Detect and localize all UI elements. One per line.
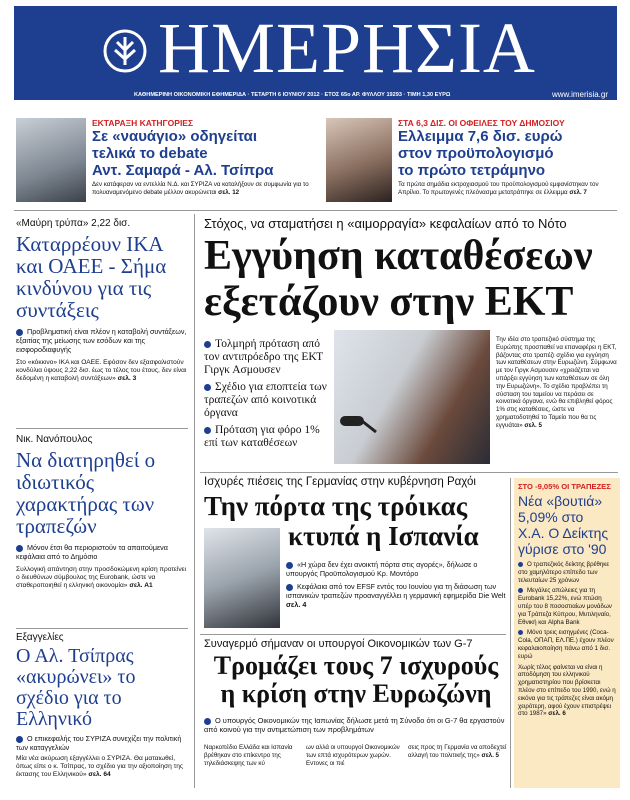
bullet-icon: [518, 630, 523, 635]
g7-kicker: Συναγερμό σήμαναν οι υπουργοί Οικονομικών των G-7: [204, 638, 473, 650]
top-right-headline-3: το πρώτο τετράμηνο: [398, 162, 546, 179]
g7-body-col-3: [408, 744, 508, 760]
markets-bullet-2: Μεγάλες απώλειες για τη Eurobank 15,22%, ενώ πτώση υπέρ του 8 ποσοστιαίων μονάδων για Τράπεζα Κύπρου, Μυτιληναίο, Εθνική και Alpha Bank: [518, 587, 612, 626]
logo-emblem: [102, 28, 148, 74]
top-right-headline-1: Ελλειμμα 7,6 δισ. ευρώ: [398, 128, 563, 145]
top-right-kicker: ΣΤΑ 6,3 ΔΙΣ. ΟΙ ΟΦΕΙΛΕΣ ΤΟΥ ΔΗΜΟΣΙΟΥ: [398, 118, 565, 128]
bullet-icon: [204, 384, 211, 391]
markets-body: Χωρίς τέλος φαίνεται να είναι η αποδόμηση του ελληνικού χρηματιστηρίου που βρίσκεται πλέον στο επίπεδο του 1990, ενώ η εικόνα για τις τράπεζες είναι ακόμη χειρότερη, αφού έχουν επιστρέψει στο 1987»: [518, 663, 616, 718]
g7-body-col-2: ων αλλά οι υπουργοί Οικονομικών των επτά ισχυρότερων χωρών. Εντονες οι πιέ: [306, 744, 400, 767]
bullet-icon: [286, 584, 293, 591]
left-story-1-ref[interactable]: σελ. 3: [117, 375, 137, 383]
photo-asmussen: [334, 330, 490, 464]
bullet-icon: [204, 341, 211, 348]
left-story-3-bullet: Ο επικεφαλής του ΣΥΡΙΖΑ συνεχίζει την πολιτική των καταγγελιών: [16, 734, 182, 752]
markets-kicker: ΣΤΟ -9,05% ΟΙ ΤΡΑΠΕΖΕΣ: [518, 482, 611, 491]
g7-headline-1: Τρομάζει τους 7 ισχυρούς: [213, 651, 499, 680]
top-right-ref[interactable]: σελ. 7: [569, 188, 587, 196]
markets-bullet-1: Ο τραπεζικός δείκτης βρέθηκε στο χαμηλότερο επίπεδο των τελευταίων 25 χρόνων: [518, 561, 610, 584]
top-left-body: Δεν κατάφεραν να εντελλία Ν.Δ. και ΣΥΡΙΖΑ να καταλήξουν σε συμφωνία για το πολυαναμενόμενο debate μέλλον ακυρώνεται: [92, 181, 309, 196]
markets-headline-4: γύρισε στο '90: [518, 541, 607, 557]
top-right-headline-2: στον προϋπολογισμό: [398, 145, 554, 162]
photo-samaras-tsipras: [16, 118, 86, 202]
divider-horizontal-top: [14, 210, 617, 211]
top-left-kicker: ΕΚΤΑΡΑΞΗ ΚΑΤΗΓΟΡΙΕΣ: [92, 118, 194, 128]
left-story-3-body: Μία νέα ακύρωση εξαγγέλλει ο ΣΥΡΙΖΑ. Θα ματαιωθεί, όπως είπε ο κ. Τσίπρας, το σχέδιο για την αξιοποίηση της έκτασης του Ελληνικού»: [16, 755, 184, 779]
left-story-3-kicker: Εξαγγελίες: [16, 632, 64, 643]
spain-bullets: [286, 560, 506, 609]
spain-bullet-2: Κεφάλαια από τον EFSF εντός του Ιουνίου για τη διάσωση των ισπανικών τραπεζών προαναγγέλλει η γερμανική εφημερίδα Die Welt: [286, 582, 506, 600]
bullet-icon: [518, 588, 523, 593]
lead-headline-1: Εγγύηση καταθέσεων: [204, 233, 593, 279]
markets-headline-2: 5,09% στο: [518, 509, 584, 525]
lead-ref[interactable]: σελ. 5: [524, 421, 542, 429]
bullet-icon: [204, 718, 211, 725]
top-right-body: Τα πρώτα σημάδια εκτροχιασμού του προϋπολογισμού εμφανίστηκαν τον Απρίλιο. Το πρωτογενές πλεόνασμα μετατράπηκε σε έλλειμμα: [398, 181, 599, 196]
divider-vertical-right: [510, 478, 511, 788]
masthead: [14, 6, 617, 100]
lead-headline-2: εξετάζουν στην ΕΚΤ: [204, 279, 574, 325]
lead-side: [496, 336, 618, 430]
bullet-icon: [16, 545, 23, 552]
top-left-ref[interactable]: σελ. 12: [218, 188, 240, 196]
masthead-subtitle: ΚΑΘΗΜΕΡΙΝΗ ΟΙΚΟΝΟΜΙΚΗ ΕΦΗΜΕΡΙΔΑ · ΤΕΤΑΡΤΗ 6 ΙΟΥΝΙΟΥ 2012 · ΕΤΟΣ 65ο ΑΡ. ΦΥΛΛΟΥ 19293 · ΤΙΜΗ 1,30 ΕΥΡΩ: [134, 92, 451, 98]
bullet-icon: [16, 736, 23, 743]
left-story-2-ref[interactable]: σελ. A1: [129, 582, 153, 590]
bullet-icon: [16, 329, 23, 336]
top-right-teaser: [398, 118, 618, 196]
microphone-icon: [338, 408, 378, 438]
lead-bullets: [204, 338, 328, 450]
left-story-1-body: Στο «κόκκινο» ΙΚΑ και ΟΑΕΕ. Εφόσον δεν εξασφαλιστούν κονδύλια ύψους 2,22 δισ. έως το τέλος του έτους, δεν είναι δεδομένη η καταβολή συντάξεων»: [16, 359, 187, 383]
lead-bullet-1: Τολμηρή πρόταση από τον αντιπρόεδρο της ΕΚΤ Γιργκ Ασμουσεν: [204, 338, 323, 376]
left-story-1-bullet: Προβληματική είναι πλέον η καταβολή συντάξεων, εξαιτίας της μείωσης των εσόδων και της εισφοροδιαφυγής: [16, 327, 187, 354]
g7-bullet-text: Ο υπουργός Οικονομικών της Ιαπωνίας δήλωσε μετά τη Σύνοδο ότι οι G-7 θα εργαστούν από κοινού για την αντιμετώπιση των προβλημάτων: [204, 716, 505, 734]
g7-body-3: σεις προς τη Γερμανία να αποδεχτεί αλλαγή του πολιτικής της»: [408, 744, 507, 759]
lead-side-body: Την ιδέα στο τραπεζικό σύστημα της Ευρώπης προσπαθεί να επαναφέρει η ΕΚΤ, βάζοντας στο τραπέζι σχέδιο για εγγύηση των καταθέσεων στην Ευρωζώνη. Σύμφωνα με τον Γιργκ Ασμουσεν «χρειάζεται να υπάρξει εγγύηση των καταθέσεων σε όλη την Ευρωζώνη». Το σχέδιο προβλέπει τη σύσταση του ταμείου να περάσει σε κοινοτικά όργανα, ενώ θα επιβληθεί φόρος 1% στις καταθέσεις, ώστε να χρηματοδοτηθεί το Ταμείο που θα τις εγγυάται»: [496, 336, 617, 429]
masthead-title: ΗΜΕΡΗΣΙΑ: [158, 8, 536, 88]
divider-left-1: [16, 428, 188, 429]
spain-kicker: Ισχυρές πιέσεις της Γερμανίας στην κυβέρνηση Ραχόι: [204, 476, 476, 488]
top-left-headline-1: Σε «ναυάγιο» οδηγείται: [92, 128, 258, 145]
g7-bullet: [204, 716, 508, 734]
divider-lead: [200, 472, 618, 473]
left-story-2-headline: Να διατηρηθεί ο ιδιωτικός χαρακτήρας των τραπεζών: [16, 448, 156, 538]
left-story-1-kicker: «Μαύρη τρύπα» 2,22 δισ.: [16, 218, 131, 229]
g7-body-col-1: Ναρκοπέδιο Ελλάδα και Ισπανία βρέθηκαν στο επίκεντρο της τηλεδιάσκεψης των κύ: [204, 744, 293, 767]
markets-headline-1: Νέα «βουτιά»: [518, 493, 603, 509]
left-story-1-headline: Καταρρέουν ΙΚΑ και ΟΑΕΕ - Σήμα κινδύνου για τις συντάξεις: [16, 232, 167, 322]
divider-left-2: [16, 628, 188, 629]
left-story-3: [16, 632, 188, 780]
lead-bullet-3: Πρόταση για φόρο 1% επί των καταθέσεων: [204, 424, 320, 449]
top-left-teaser: [92, 118, 322, 196]
masthead-url[interactable]: www.imerisia.gr: [552, 90, 609, 99]
lead-bullet-2: Σχέδιο για εποπτεία των τραπεζών από κοινοτικά όργανα: [204, 381, 327, 419]
lead-kicker: Στόχος, να σταματήσει η «αιμορραγία» κεφαλαίων από το Νότο: [204, 216, 567, 231]
divider-spain: [200, 634, 506, 635]
photo-rajoy: [204, 528, 280, 628]
spain-headline-1: Την πόρτα της τρόικας: [204, 491, 468, 521]
left-story-1: [16, 218, 188, 384]
markets-bullet-3: Μόνο τρεις εισηγμένες (Coca-Cola, ΟΠΑΠ, ΕΛ.ΠΕ.) έχουν πλέον κεφαλαιοποίηση πάνω από 1 δισ. ευρώ: [518, 629, 614, 660]
top-left-headline-2: τελικά το debate: [92, 145, 208, 162]
left-story-3-headline: Ο Αλ. Τσίπρας «ακυρώνει» το σχέδιο για το Ελληνικό: [16, 645, 136, 730]
bullet-icon: [518, 562, 523, 567]
markets-headline-3: Χ.Α. Ο Δείκτης: [518, 525, 609, 541]
photo-finance-official: [326, 118, 392, 202]
top-left-headline-3: Αντ. Σαμαρά - Αλ. Τσίπρα: [92, 162, 274, 179]
spain-headline-2: κτυπά η Ισπανία: [288, 521, 479, 551]
bullet-icon: [204, 427, 211, 434]
left-story-2-bullet: Μόνον έτσι θα περιοριστούν τα απαιτούμενα κεφάλαια από το Δημόσιο: [16, 543, 168, 561]
spain-ref[interactable]: σελ. 4: [286, 600, 307, 609]
left-story-3-ref[interactable]: σελ. 64: [88, 771, 111, 779]
bullet-icon: [286, 562, 293, 569]
g7-headline-2: η κρίση στην Ευρωζώνη: [220, 679, 492, 708]
left-story-2-body: Συλλογική απάντηση στην προσδοκώμενη κρίση προτείνει ο διευθύνων σύμβουλος της Eurobank, ώστε να σταθεροποιηθεί η ελληνική οικονομία»: [16, 566, 187, 590]
g7-ref[interactable]: σελ. 5: [481, 751, 499, 759]
left-story-2-kicker: Νικ. Νανόπουλος: [16, 434, 93, 445]
left-story-2: [16, 434, 188, 591]
markets-box: [514, 478, 620, 788]
spain-bullet-1: «Η χώρα δεν έχει ανοικτή πόρτα στις αγορές», δήλωσε ο υπουργός Προϋπολογισμού Κρ. Μοντόρο: [286, 560, 478, 578]
divider-vertical-left: [194, 214, 195, 788]
markets-ref[interactable]: σελ. 6: [548, 710, 566, 718]
